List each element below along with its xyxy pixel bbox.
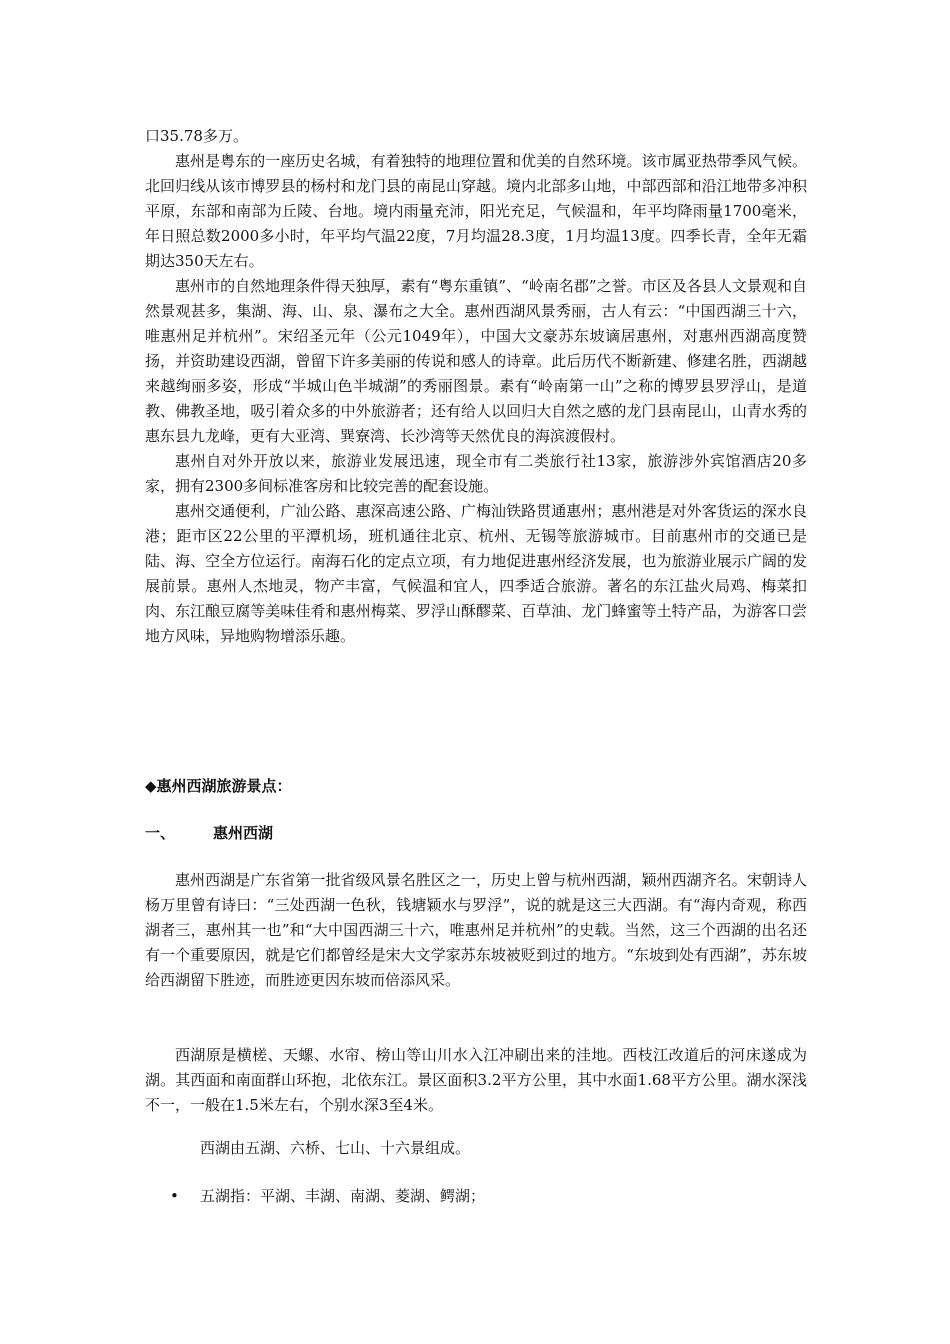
subsection-heading <box>145 821 545 845</box>
subsection-number: 一、 <box>145 824 176 842</box>
westlake-paragraph-history: 惠州西湖是广东省第一批省级风景名胜区之一，历史上曾与杭州西湖，颖州西湖齐名。宋朝诗人杨万里曾有诗曰：“三处西湖一色秋，钱塘颖水与罗浮”，说的就是这三大西湖。有“海内奇观，称西湖者三，惠州其一也”和“大中国西湖三十六，唯惠州足并杭州”的史载。当然，这三个西湖的出名还有一个重要原因，就是它们都曾经是宋大文学家苏东坡被贬到过的地方。“东坡到处有西湖”，苏东坡给西湖留下胜迹，而胜迹更因东坡而倍添风采。 <box>145 871 807 989</box>
subsection-title: 惠州西湖 <box>213 824 274 842</box>
intro-paragraph-geography: 惠州是粤东的一座历史名城，有着独特的地理位置和优美的自然环境。该市属亚热带季风气候。北回归线从该市博罗县的杨村和龙门县的南昆山穿越。境内北部多山地，中部西部和沿江地带多冲积平原，东部和南部为丘陵、台地。境内雨量充沛，阳光充足，气候温和，年平均降雨量1700毫米，年日照总数2000多小时，年平均气温22度，7月均温28.3度，1月均温13度。四季长青，全年无霜期达350天左右。 <box>145 152 807 270</box>
westlake-paragraph-composition: 西湖由五湖、六桥、七山、十六景组成。 <box>200 1139 471 1157</box>
intro-text-block <box>145 124 807 649</box>
intro-paragraph-tourism: 惠州自对外开放以来，旅游业发展迅速，现全市有二类旅行社13家，旅游涉外宾馆酒店20多家，拥有2300多间标准客房和比较完善的配套设施。 <box>145 452 807 495</box>
bullet-icon: • <box>170 1187 179 1205</box>
intro-paragraph-continuation: 口35.78多万。 <box>145 127 248 145</box>
intro-paragraph-scenery: 惠州市的自然地理条件得天独厚，素有“粤东重镇”、“岭南名郡”之誉。市区及各县人文景观和自然景观甚多，集湖、海、山、泉、瀑布之大全。惠州西湖风景秀丽，古人有云：“中国西湖三十六，唯惠州足并杭州”。宋绍圣元年（公元1049年），中国大文豪苏东坡谪居惠州，对惠州西湖高度赞扬，并资助建设西湖，曾留下许多美丽的传说和感人的诗章。此后历代不断新建、修建名胜，西湖越来越绚丽多姿，形成“半城山色半城湖”的秀丽图景。素有“岭南第一山”之称的博罗县罗浮山，是道教、佛教圣地，吸引着众多的中外旅游者；还有给人以回归大自然之感的龙门县南昆山，山青水秀的惠东县九龙峰，更有大亚湾、巽寮湾、长沙湾等天然优良的海滨渡假村。 <box>145 277 807 445</box>
westlake-paragraph-geography: 西湖原是横槎、天螺、水帘、榜山等山川水入江冲刷出来的洼地。西枝江改道后的河床遂成为湖。其西面和南面群山环抱，北依东江。景区面积3.2平方公里，其中水面1.68平方公里。湖水深浅不一，一般在1.5米左右，个别水深3至4米。 <box>145 1046 807 1114</box>
list-item-text: 五湖指：平湖、丰湖、南湖、菱湖、鳄湖； <box>200 1187 486 1205</box>
intro-paragraph-transport: 惠州交通便利，广汕公路、惠深高速公路、广梅汕铁路贯通惠州；惠州港是对外客货运的深水良港；距市区22公里的平潭机场，班机通往北京、杭州、无锡等旅游城市。目前惠州市的交通已是陆、海、空全方位运行。南海石化的定点立项，有力地促进惠州经济发展，也为旅游业展示广阔的发展前景。惠州人杰地灵，物产丰富，气候温和宜人，四季适合旅游。著名的东江盐火局鸡、梅菜扣肉、东江酿豆腐等美味佳肴和惠州梅菜、罗浮山酥醪菜、百草油、龙门蜂蜜等土特产品，为游客口尝地方风味，异地购物增添乐趣。 <box>145 502 807 645</box>
list-item <box>170 1184 485 1208</box>
section-title: ◆惠州西湖旅游景点： <box>145 777 292 795</box>
